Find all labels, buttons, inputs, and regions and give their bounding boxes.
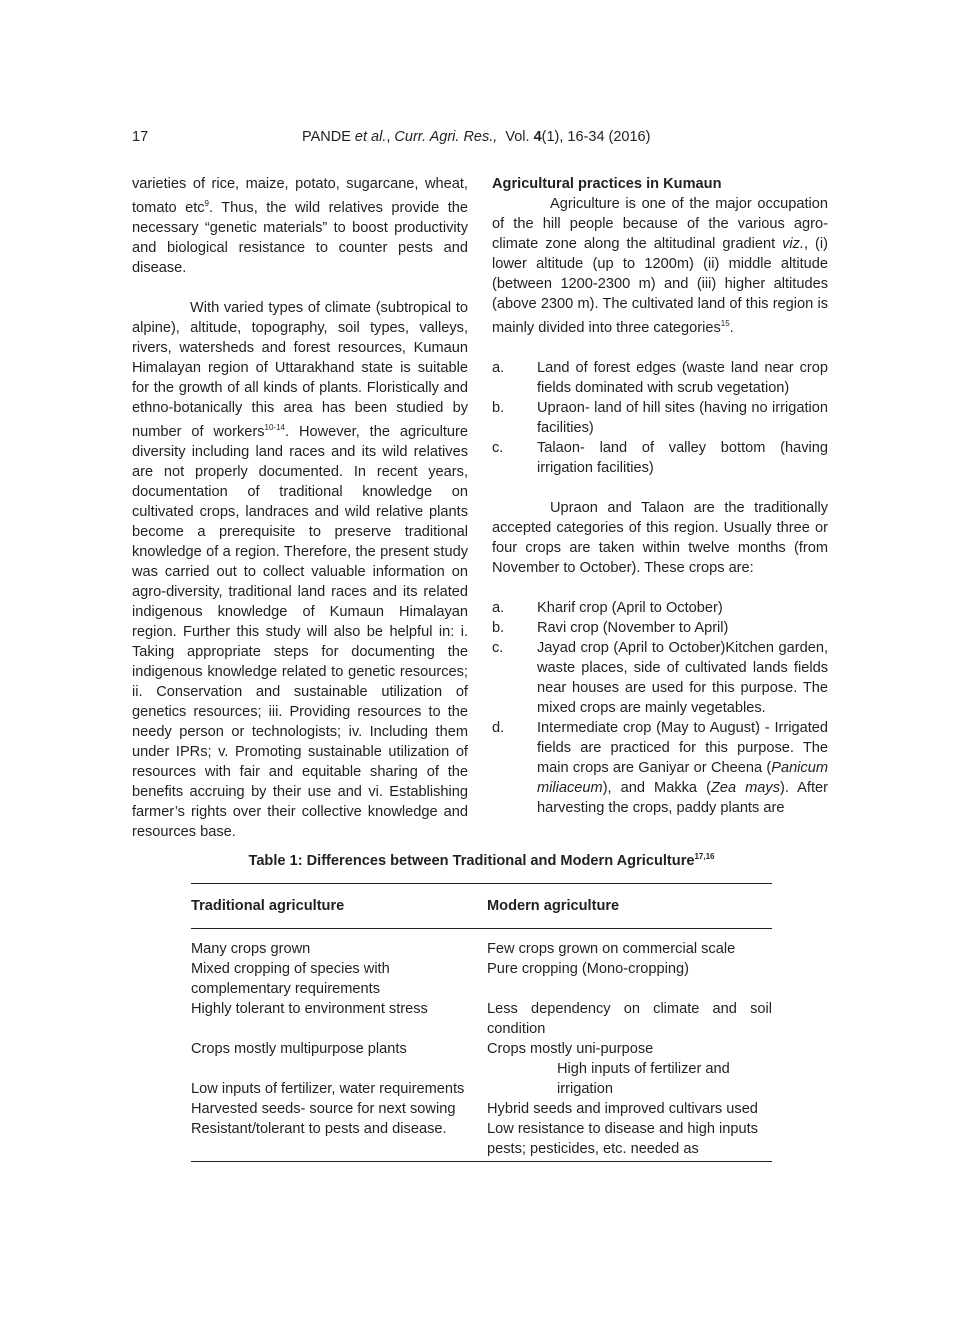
table-cell-traditional: Many crops grown bbox=[191, 940, 311, 957]
right-paragraph-2: Upraon and Talaon are the traditionally accepted categories of this region. Usually three or four crops are taken within twelve months (from November to October). These crops are: bbox=[492, 499, 828, 576]
table-header-modern: Modern agriculture bbox=[487, 897, 620, 914]
citation-et-al: et al. bbox=[354, 129, 387, 145]
citation-superscript: 10-14 bbox=[264, 422, 285, 432]
table-cell-traditional: Harvested seeds- source for next sowing bbox=[191, 1100, 456, 1117]
citation-author: PANDE bbox=[302, 129, 351, 145]
text-run: ), and Makka ( bbox=[602, 779, 711, 796]
table-cell-traditional: Low inputs of fertilizer, water requirements bbox=[191, 1080, 465, 1097]
table-row bbox=[191, 1119, 772, 1159]
text-run: varieties of rice, maize, potato, sugarcane, wheat, tomato etc bbox=[132, 176, 468, 216]
table-caption-text: Table 1: Differences between Traditional and Modern Agriculture bbox=[248, 852, 695, 869]
left-column bbox=[132, 174, 468, 842]
section-heading: Agricultural practices in Kumaun bbox=[492, 176, 722, 192]
citation-journal: Curr. Agri. Res., bbox=[394, 129, 498, 145]
list-item-text: Talaon- land of valley bottom (having irrigation facilities) bbox=[537, 439, 828, 476]
table-header-row bbox=[191, 884, 772, 928]
text-run: ). After harvesting the crops, paddy plants are bbox=[537, 779, 828, 816]
table-cell-modern: Few crops grown on commercial scale bbox=[487, 940, 736, 957]
table-row bbox=[191, 939, 772, 959]
list-item bbox=[492, 618, 828, 638]
comparison-table bbox=[191, 852, 772, 1162]
crops-list bbox=[492, 598, 828, 818]
list-marker: c. bbox=[492, 439, 504, 456]
list-item bbox=[492, 358, 828, 398]
list-item-text: Ravi crop (November to April) bbox=[537, 619, 729, 636]
list-item-text: Jayad crop (April to October)Kitchen garden, waste places, side of cultivated lands fields near houses are used for this purpose. The mixed crops are mainly vegetables. bbox=[537, 639, 828, 716]
text-run: With varied types of climate (subtropical to alpine), altitude, topography, soil types, valleys, rivers, watersheds and forest resources, Kumaun Himalayan region of Uttarakhand state is suitable for the growth of all kinds of plants. Floristically and ethno-botanically this area has been studied by number of workers bbox=[132, 299, 468, 440]
table-caption bbox=[191, 852, 772, 869]
list-item bbox=[492, 438, 828, 478]
table-cell-traditional: Resistant/tolerant to pests and disease. bbox=[191, 1120, 447, 1137]
table-cell-modern: Pure cropping (Mono-cropping) bbox=[487, 960, 689, 977]
running-header bbox=[132, 129, 832, 149]
table-row bbox=[191, 999, 772, 1039]
text-run: . Thus, the wild relatives provide the necessary “genetic materials” to boost productivity and biological resistance to counter pests and disease. bbox=[132, 199, 468, 276]
table-bottom-rule bbox=[191, 1161, 772, 1162]
list-marker: c. bbox=[492, 639, 504, 656]
citation-superscript: 9 bbox=[204, 199, 209, 208]
list-marker: b. bbox=[492, 399, 505, 416]
table-cell-traditional: Mixed cropping of species with complementary requirements bbox=[191, 960, 390, 997]
list-item bbox=[492, 398, 828, 438]
list-item-text bbox=[537, 718, 828, 818]
land-categories-list bbox=[492, 358, 828, 478]
text-run: . bbox=[729, 319, 734, 336]
list-marker: b. bbox=[492, 619, 505, 636]
table-row bbox=[191, 1099, 772, 1119]
list-item-text: Kharif crop (April to October) bbox=[537, 599, 723, 616]
journal-citation: PANDE et al., Curr. Agri. Res., Vol. 4(1), 16-34 (2016) bbox=[302, 129, 651, 145]
text-run: , (i) lower altitude (up to 1200m) (ii) middle altitude (between 1200-2300 m) and (iii) higher altitudes (above 2300 m). The cultivated land of this region is mainly divided into three categories bbox=[492, 236, 829, 336]
left-paragraph-1 bbox=[132, 174, 468, 278]
text-run-italic: viz. bbox=[782, 236, 805, 252]
right-paragraph-1 bbox=[492, 194, 828, 338]
list-item-text: Upraon- land of hill sites (having no irrigation facilities) bbox=[537, 399, 828, 436]
page-number: 17 bbox=[132, 129, 149, 145]
text-run: Agriculture is one of the major occupation of the hill people because of the various agro-climate zone along the altitudinal gradient bbox=[492, 196, 828, 252]
table-row bbox=[191, 1039, 772, 1059]
citation-vol-prefix: Vol. bbox=[505, 129, 530, 145]
left-paragraph-2 bbox=[132, 298, 468, 842]
list-item bbox=[492, 598, 828, 618]
table-cell-traditional: Highly tolerant to environment stress bbox=[191, 1000, 428, 1017]
citation-superscript: 17,16 bbox=[694, 852, 715, 861]
list-marker: d. bbox=[492, 719, 505, 736]
scientific-name: Panicum miliaceum bbox=[537, 759, 828, 796]
scientific-name: Zea mays bbox=[710, 779, 781, 796]
citation-superscript: 15 bbox=[720, 319, 730, 328]
table-cell-modern: Hybrid seeds and improved cultivars used bbox=[487, 1100, 758, 1117]
citation-volume: 4 bbox=[533, 129, 542, 145]
list-marker: a. bbox=[492, 359, 505, 376]
table-row bbox=[191, 1059, 772, 1099]
table-cell-traditional: Crops mostly multipurpose plants bbox=[191, 1040, 407, 1057]
text-run: . However, the agriculture diversity including land races and its wild relatives are not properly documented. In recent years, documentation of traditional knowledge on cultivated crops, landraces and wild relative plants become a prerequisite to preserve traditional knowledge of a region. Therefore, the present study was carried out to collect valuable information on agro-diversity, traditional land races and its related indigenous knowledge of Kumaun Himalayan region. Further this study will also be helpful in: i. Taking appropriate steps for documenting the indigenous knowledge related to genetic resources; ii. Conservation and sustainable utilization of genetics resources; iii. Providing resources to the needy person or technologists; iv. Including them under IPRs; v. Promoting sustainable utilization of resources with fair and equitable sharing of the benefits accruing by their use and vi. Establishing farmer’s rights over their collective knowledge and resources base. bbox=[132, 423, 468, 840]
table-cell-modern: Low resistance to disease and high inputs pests; pesticides, etc. needed as bbox=[487, 1120, 758, 1157]
table-cell-modern: Less dependency on climate and soil condition bbox=[487, 1000, 772, 1037]
table-body bbox=[191, 929, 772, 1161]
list-marker: a. bbox=[492, 599, 505, 616]
list-item bbox=[492, 638, 828, 718]
table-cell-modern: High inputs of fertilizer and irrigation bbox=[557, 1060, 730, 1097]
list-item bbox=[492, 718, 828, 818]
table-cell-modern: Crops mostly uni-purpose bbox=[487, 1040, 654, 1057]
list-item-text: Land of forest edges (waste land near crop fields dominated with scrub vegetation) bbox=[537, 359, 828, 396]
table-row bbox=[191, 959, 772, 999]
citation-issue: (1), 16-34 (2016) bbox=[541, 129, 651, 145]
text-run: Intermediate crop (May to August) - Irrigated fields are practiced for this purpose. The main crops are Ganiyar or Cheena ( bbox=[537, 719, 828, 776]
right-column bbox=[492, 174, 828, 818]
table-header-traditional: Traditional agriculture bbox=[191, 897, 345, 914]
